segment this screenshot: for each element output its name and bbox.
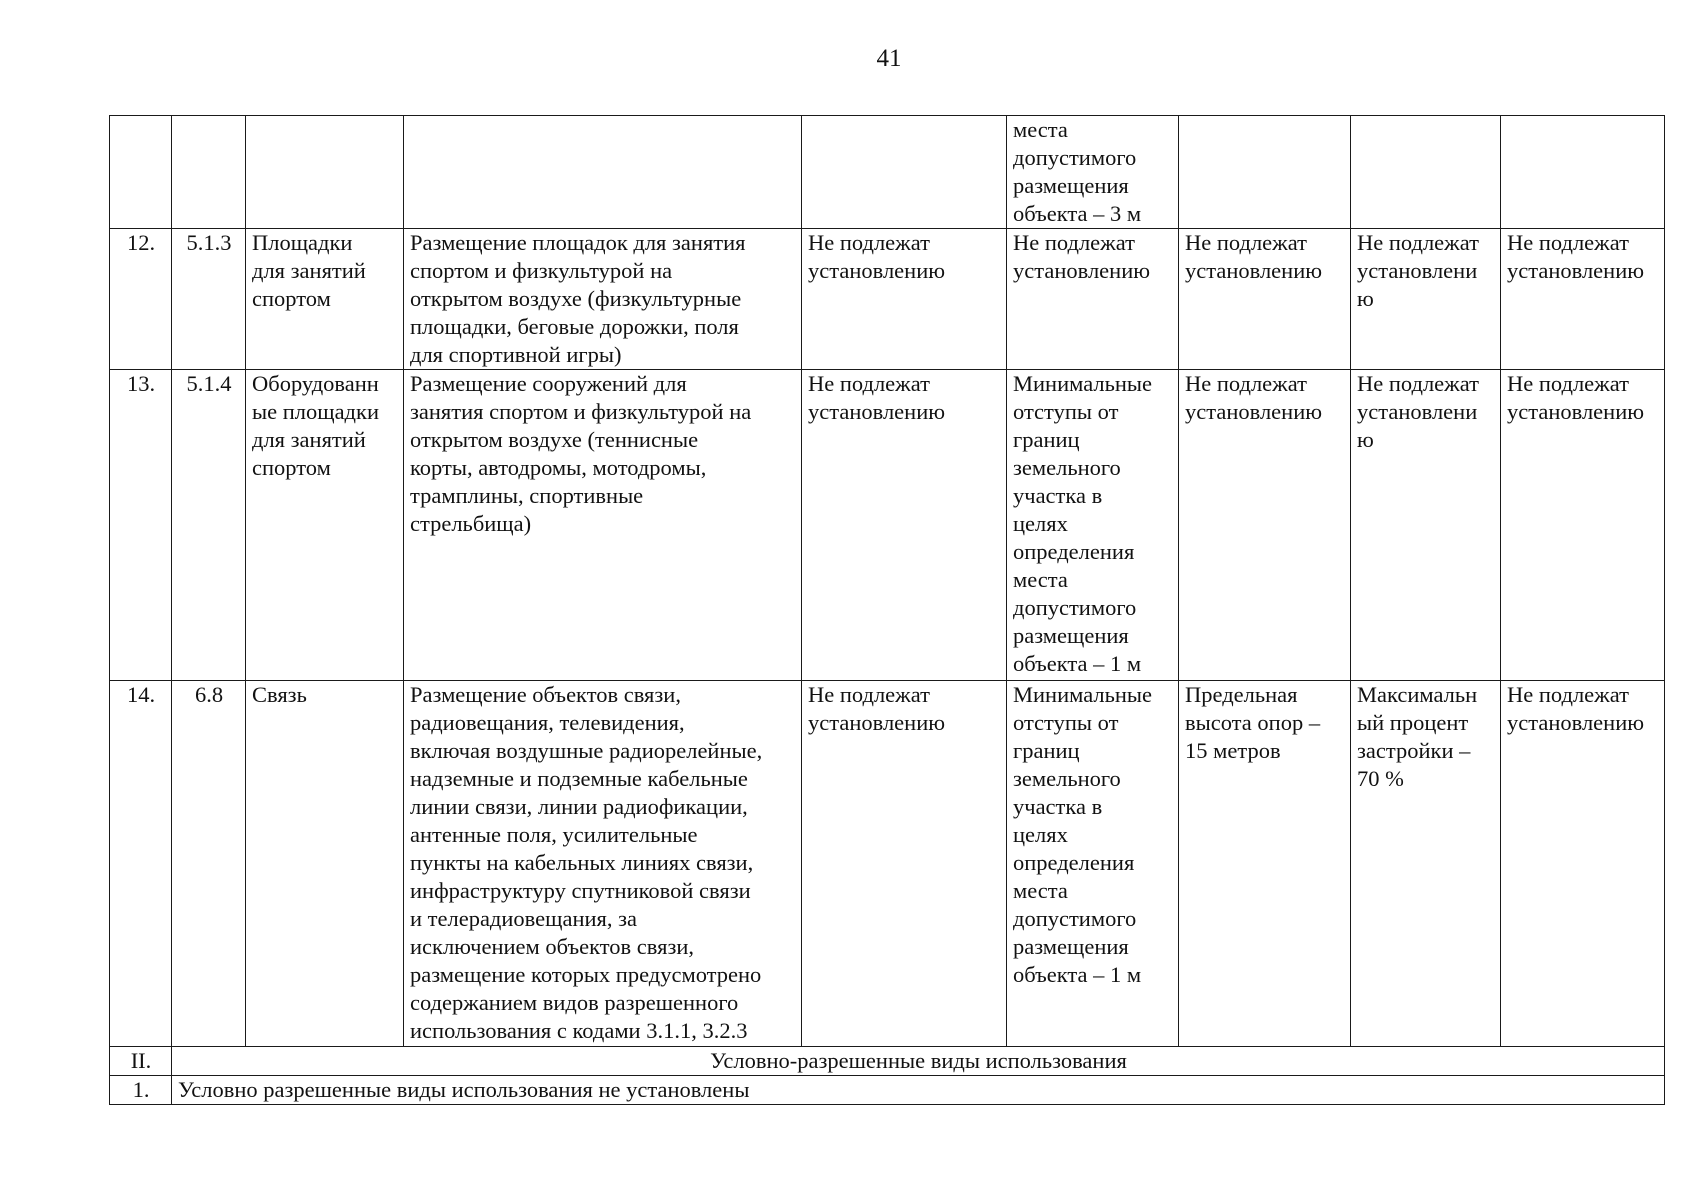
- cell-row-number: 12.: [110, 229, 172, 370]
- cell-use-name: Оборудованн ые площадки для занятий спортом: [246, 370, 404, 681]
- cell-empty: [246, 116, 404, 229]
- cell-param-4: Не подлежат установлени ю: [1351, 229, 1501, 370]
- cell-param-2: Не подлежат установлению: [1007, 229, 1179, 370]
- cell-setback: места допустимого размещения объекта – 3 м: [1007, 116, 1179, 229]
- cell-param-2: Минимальные отступы от границ земельного участка в целях определения места допустимого размещения объекта – 1 м: [1007, 681, 1179, 1047]
- cell-param-1: Не подлежат установлению: [802, 681, 1007, 1047]
- cell-empty: [172, 116, 246, 229]
- cell-param-3: Не подлежат установлению: [1179, 229, 1351, 370]
- cell-use-name: Площадки для занятий спортом: [246, 229, 404, 370]
- cell-param-1: Не подлежат установлению: [802, 370, 1007, 681]
- section-title: Условно-разрешенные виды использования: [172, 1047, 1665, 1076]
- section-item-number: 1.: [110, 1076, 172, 1105]
- cell-description: Размещение сооружений для занятия спортом и физкультурой на открытом воздухе (теннисные корты, автодромы, мотодромы, трамплины, спортивные стрельбища): [404, 370, 802, 681]
- cell-param-5: Не подлежат установлению: [1501, 681, 1665, 1047]
- cell-param-4: Не подлежат установлени ю: [1351, 370, 1501, 681]
- cell-param-2: Минимальные отступы от границ земельного участка в целях определения места допустимого размещения объекта – 1 м: [1007, 370, 1179, 681]
- section-item-row: [110, 1076, 1665, 1105]
- table-row: [110, 370, 1665, 681]
- cell-empty: [110, 116, 172, 229]
- section-number: II.: [110, 1047, 172, 1076]
- cell-empty: [802, 116, 1007, 229]
- cell-row-number: 14.: [110, 681, 172, 1047]
- cell-code: 6.8: [172, 681, 246, 1047]
- cell-param-3: Предельная высота опор – 15 метров: [1179, 681, 1351, 1047]
- cell-code: 5.1.3: [172, 229, 246, 370]
- cell-code: 5.1.4: [172, 370, 246, 681]
- cell-description: Размещение объектов связи, радиовещания, телевидения, включая воздушные радиорелейные, надземные и подземные кабельные линии связи, линии радиофикации, антенные поля, усилительные пункты на кабельных линиях связи, инфраструктуру спутниковой связи и телерадиовещания, за исключением объектов связи, размещение которых предусмотрено содержанием видов разрешенного использования с кодами 3.1.1, 3.2.3: [404, 681, 802, 1047]
- cell-empty: [404, 116, 802, 229]
- land-use-table: [109, 115, 1665, 1105]
- cell-use-name: Связь: [246, 681, 404, 1047]
- cell-param-3: Не подлежат установлению: [1179, 370, 1351, 681]
- cell-param-1: Не подлежат установлению: [802, 229, 1007, 370]
- cell-empty: [1501, 116, 1665, 229]
- table-row: [110, 681, 1665, 1047]
- cell-param-4: Максимальн ый процент застройки – 70 %: [1351, 681, 1501, 1047]
- cell-empty: [1179, 116, 1351, 229]
- cell-param-5: Не подлежат установлению: [1501, 229, 1665, 370]
- section-item-text: Условно разрешенные виды использования не установлены: [172, 1076, 1665, 1105]
- cell-description: Размещение площадок для занятия спортом и физкультурой на открытом воздухе (физкультурные площадки, беговые дорожки, поля для спортивной игры): [404, 229, 802, 370]
- section-header-row: [110, 1047, 1665, 1076]
- cell-row-number: 13.: [110, 370, 172, 681]
- table-row-continuation: [110, 116, 1665, 229]
- cell-empty: [1351, 116, 1501, 229]
- table-row: [110, 229, 1665, 370]
- page-number: 41: [876, 45, 902, 72]
- cell-param-5: Не подлежат установлению: [1501, 370, 1665, 681]
